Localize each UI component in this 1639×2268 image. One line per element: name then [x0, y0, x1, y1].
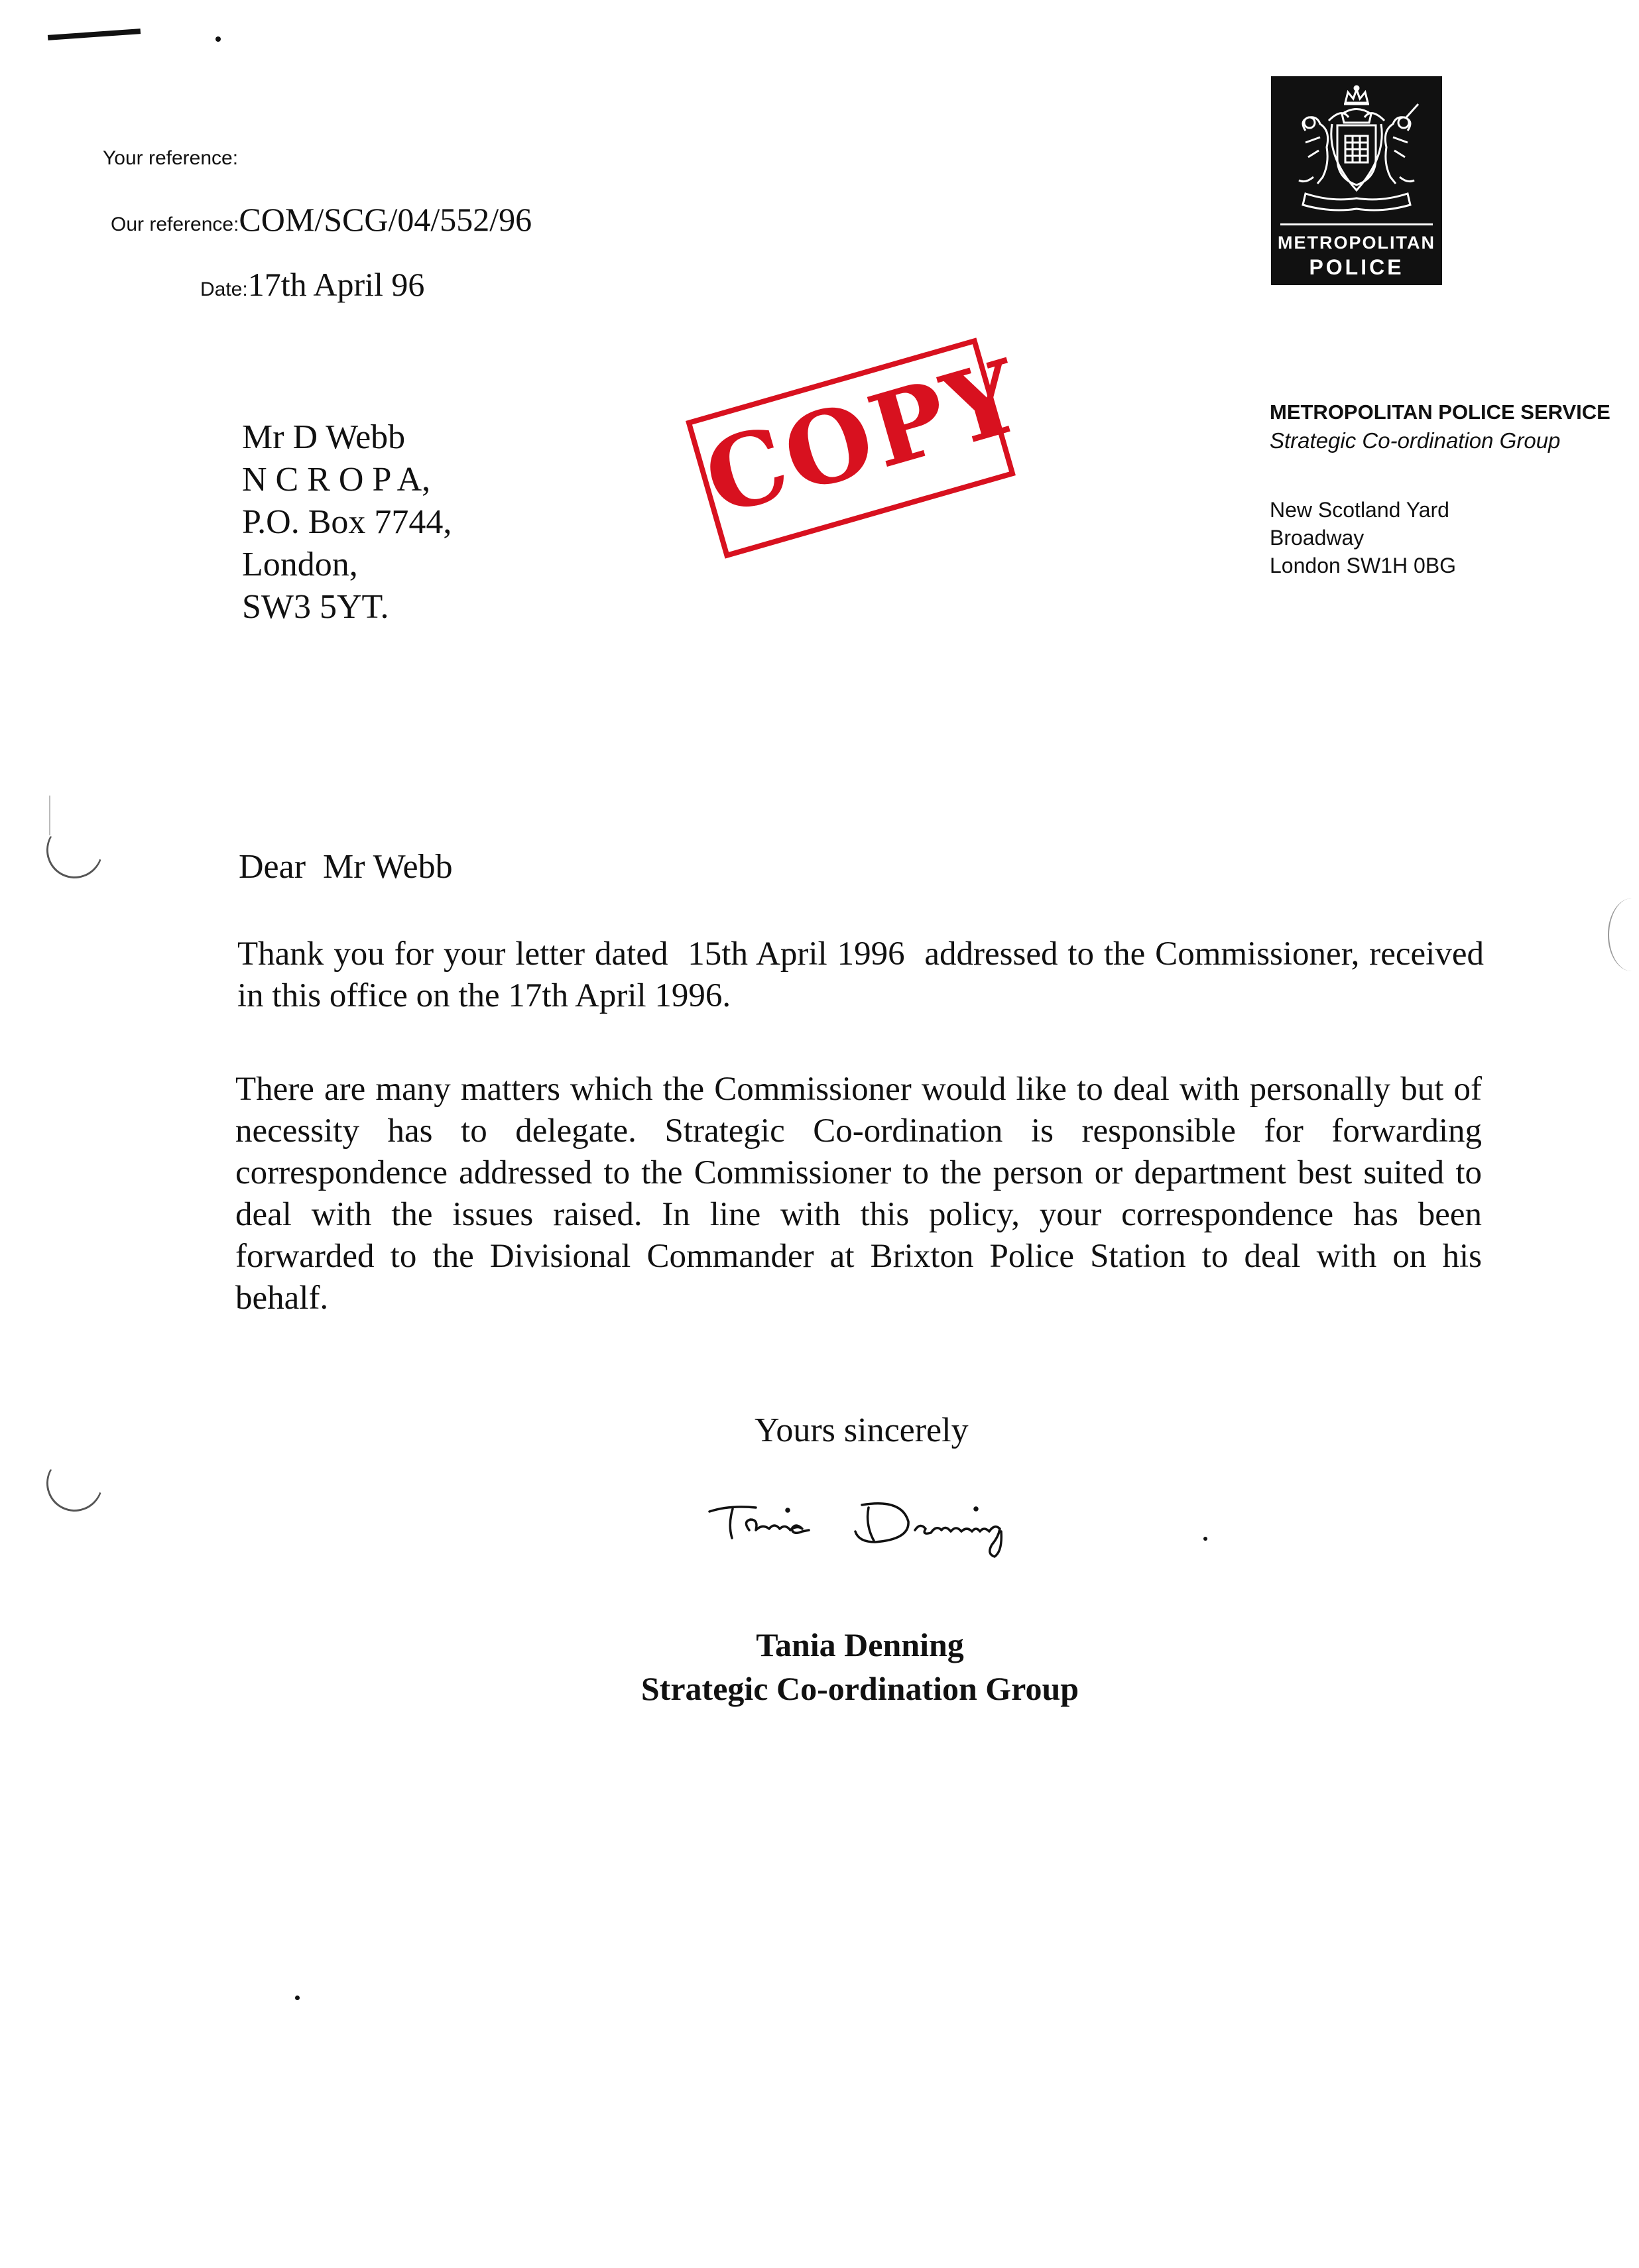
handwritten-signature — [703, 1485, 1101, 1565]
sender-address-line: New Scotland Yard — [1270, 498, 1449, 522]
addressee-line: Mr D Webb — [242, 418, 406, 456]
copy-stamp-text: COPY — [692, 337, 1035, 538]
addressee-line: N C R O P A, — [242, 461, 431, 499]
signatory-group: Strategic Co-ordination Group — [640, 1670, 1079, 1707]
copy-stamp — [686, 337, 1035, 558]
salutation: Dear Mr Webb — [239, 848, 453, 886]
addressee-line: London, — [242, 546, 358, 583]
royal-coat-of-arms-icon — [1279, 84, 1434, 217]
scan-speck — [1203, 1537, 1207, 1541]
scan-speck — [295, 1996, 300, 2000]
scan-speck — [215, 36, 221, 42]
date-value: 17th April 96 — [247, 266, 425, 303]
body-paragraph: Thank you for your letter dated 15th April 1996 addressed to the Commissioner, received in this office on the 17th April 1996. — [237, 935, 1492, 1014]
metropolitan-police-logo — [1271, 76, 1442, 285]
logo-text-police: POLICE — [1309, 255, 1404, 279]
our-reference-row — [111, 200, 532, 239]
sender-group: Strategic Co-ordination Group — [1270, 428, 1561, 453]
sender-address — [1270, 496, 1456, 579]
signatory-name: Tania Denning — [756, 1626, 964, 1663]
logo-divider — [1280, 223, 1433, 225]
your-reference-label: Your reference: — [103, 147, 239, 169]
body-paragraph: There are many matters which the Commissioner would like to deal with personally but of necessity has to delegate. Strategic Co-ordination is responsible for forwarding correspondence addressed to the Commissioner to the person or department best suited to deal with the issues raised. In line with this policy, your correspondence has been forwarded to the Divisional Commander at Brixton Police Station to deal with on his behalf. — [235, 1071, 1482, 1317]
page-edge-line — [49, 796, 50, 835]
sender-address-line: London SW1H 0BG — [1270, 554, 1457, 577]
addressee-block — [242, 416, 452, 628]
addressee-line: SW3 5YT. — [242, 588, 389, 626]
right-edge-arc — [1608, 898, 1639, 971]
closing: Yours sincerely — [755, 1411, 969, 1449]
sender-organisation: METROPOLITAN POLICE SERVICE — [1270, 400, 1610, 424]
our-reference-label: Our reference: — [111, 213, 239, 235]
punch-hole-bottom — [38, 1447, 111, 1520]
logo-text-metropolitan: METROPOLITAN — [1278, 233, 1435, 253]
addressee-line: P.O. Box 7744, — [242, 503, 452, 541]
sender-address-line: Broadway — [1270, 526, 1365, 550]
date-label: Date: — [200, 278, 248, 300]
signatory-block — [528, 1623, 1191, 1710]
date-row — [200, 265, 424, 304]
our-reference-value: COM/SCG/04/552/96 — [239, 201, 532, 238]
staple-mark — [48, 29, 141, 40]
